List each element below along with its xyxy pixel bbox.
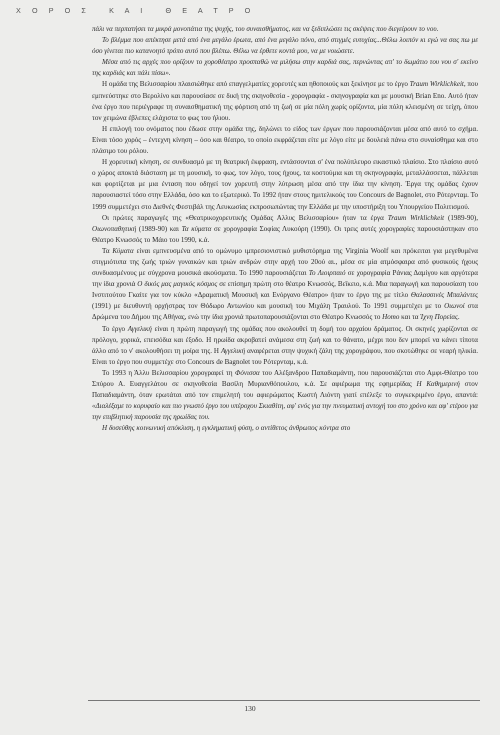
footer-rule — [88, 700, 480, 701]
text-run: (1989-90), — [444, 213, 478, 222]
paragraph — [92, 213, 478, 246]
text-run: στον Παπαδιαμάντη, όταν ερωτάται από τον επιμελητή του αφιερώματος Κωστή Λιόντη γιατί επέλεξε το συγκεκριμένο έργο, απαντά: — [92, 380, 478, 400]
text-run: του Αλέξανδρου Παπαδιαμάντη, που παρουσιάζεται στο Αμφι-Θέατρο του Σπύρου Α. Ευαγγελάτου σε σκηνοθεσία Βασίλη Μυριανθόπουλου, κ.ά. Σε αφιέρωμα της εφημερίδας — [92, 368, 479, 388]
italic-text: Μέσα από τις αρχές που ορίζουν το χοροθέατρο προσπαθώ να μιλήσω στην καρδιά σας, περνώντας απ' το δωμάτιο του νου σ' εκείνο της καρδιάς και πάλι πίσω». — [92, 58, 478, 78]
italic-text: Οιωνοπαθητική — [92, 224, 137, 233]
paragraph — [92, 79, 478, 123]
text-run: . — [457, 313, 460, 322]
text-run: σε χορογραφία Σοφίας Λυκούρη (1990). Οι τρεις αυτές χορογραφίες παρουσιάστηκαν στο Θέατρο Κνωσσός το Μάιο του 1990, κ.ά. — [92, 224, 478, 244]
italic-text: Τα κύματα — [181, 224, 212, 233]
text-run: Η επιλογή του ονόματος που έδωσε στην ομάδα της, δηλώνει το είδος των έργων που παρουσιάζονται μέσα από αυτό το σχήμα. Είναι τόσο χορός – έντεχνη κίνηση – όσο και θέατρο, το οποίο εκφράζεται είτε με λόγο είτε με δουλειά πάνω στο συναίσθημα και στο πλάσιμο του ρόλου. — [92, 124, 478, 156]
text-run: είναι η πρώτη παραγωγή της ομάδας που ακολουθεί τη δομή του αρχαίου δράματος. Οι σκηνές χωρίζονται σε πρόλογο, χορικά, επεισόδια και έξοδο. Η ηρωίδα ακροβατεί ανάμεσα στη ζωή και το θάνατο, μέχρι που δεν μπορεί να κάνει τίποτα άλλο από το ν' ακολουθήσει τη μοίρα της. Η — [92, 324, 478, 355]
paragraph — [92, 124, 478, 157]
article-body — [92, 24, 478, 434]
paragraph — [92, 368, 478, 423]
italic-text: Ο δικός μας μαγικός κόσμος — [137, 280, 218, 289]
text-run: αναφέρεται στην ψυχική ζάλη της χορογράφου, που σκοτώθηκε σε νεαρή ηλικία. Είναι το έργο που συμμετέχε στο Concours de Bagnolet του Ρότερνταμ, κ.ά. — [92, 346, 478, 366]
italic-text: Αγγελική — [220, 346, 246, 355]
paragraph — [92, 246, 478, 324]
page-number: 130 — [244, 704, 256, 713]
italic-text: πάλι να περπατήσει τα μικρά μονοπάτια της ψυχής, του συναισθήματος, και να ξεδιπλώσει τις σκέψεις που διεγείρουν το νου. — [92, 25, 439, 33]
paragraph — [92, 35, 478, 57]
italic-text: Traum Wirklichkeit — [387, 213, 445, 222]
italic-text: Homo — [382, 313, 400, 322]
text-run: Τα — [102, 246, 113, 255]
paragraph — [92, 24, 478, 35]
text-run: σε επίσημη πρώτη στο θέατρο Κνωσσός, Βεΐκειο, κ.ά. Μια παραγωγή και παρουσίαση του Ινστιτούτου Γκαίτε για τον κύκλο «Δραματική Μουσική και Ενόργανο Θέατρο» ήταν το έργο της με τίτλο — [92, 280, 478, 300]
text-run: Η χορευτική κίνηση, σε συνδυασμό με τη θεατρική έκφραση, εντάσσονται σ' ένα πολύπλευρο εικαστικό πλαίσιο. Στο πλαίσιο αυτό ο χώρος αποκτά διάσταση με τη μουσική, το φως, τον λόγο, τους ήχους, τα κοστούμια και τη σκηνογραφία, μεταλλάσσεται, πάλλεται και φορτίζεται με μια ένταση που οδηγεί τον χορευτή στην λύτρωση μέσα από την ίδια την κίνηση. Έργα της ομάδας έχουν παρουσιαστεί τόσο στην Ελλάδα, όσο και το εξωτερικό. Το 1992 ήταν στους ημιτελικούς του Concours de Bagnolet, στο Ρότερνταμ. Το 1999 συμμετέχει στο Διεθνές Φεστιβάλ της Λευκωσίας εκπροσωπώντας την Ελλάδα με την υποστήριξη του Υπουργείου Πολιτισμού. — [92, 158, 478, 211]
text-run: και τα — [399, 313, 421, 322]
paragraph — [92, 57, 478, 79]
paragraph — [92, 324, 478, 368]
text-run: Το 1993 η Άλλυ Βελισσαρίου χορογραφεί τη — [102, 368, 236, 377]
header-word: Χ Ο Ρ Ο Σ — [16, 6, 91, 15]
text-run: στα Δρώμενα του Δήμου της Αθήνας, ενώ την ίδια χρονιά πρωτοπαρουσιάζονται στο Θέατρο Κνωσσός το — [92, 302, 478, 322]
italic-text: Το βλέμμα που απέκτησε μετά από ένα μεγάλο έρωτα, από ένα μεγάλο πόνο, από στιγμές ευτυχίας...Θέλω λοιπόν κι εγώ να σας πω με όσο γίνεται πιο κατανοητό τρόπο αυτό που βλέπω. Θέλω να έρθετε κοντά μου, να με νοιώσετε. — [92, 36, 478, 56]
text-run: σε χορογραφία Ράνιας Δαμίγου και αργότερα την ίδια χρονιά — [92, 269, 479, 289]
text-run: είναι εμπνευσμένα από το ομώνυμο ιμπρεσιονιστικό μυθιστόρημα της Virginia Woolf και πρόκειται για μεγεθυμένα στιγμιότυπα της ζωής τριών γυναικών και τριών ανδρών στην αρχή του 20ού αι., μέσα σε μία ατμόσφαιρα από φυσικούς ήχους συνδυασμένους με σύγχρονα μουσικά ακούσματα. Το 1990 παρουσιάζεται — [92, 246, 478, 278]
text-run: Οι πρώτες παραγωγές της «Θεατρικοχορευτικής Ομάδας Αλλυς Βελισσαρίου» ήταν τα έργα — [102, 213, 388, 222]
italic-text: Traum Wirklichkeit — [409, 80, 464, 89]
italic-text: Ίχνη Πορείας — [420, 313, 458, 322]
text-run: Η ομάδα της Βελισσαρίου πλαισιώθηκε από επαγγελματίες χορευτές και ηθοποιούς και ξεκίνησε με το έργο — [102, 80, 410, 89]
header-word: Θ Ε Α Τ Ρ Ο — [165, 6, 255, 15]
header-word: Κ Α Ι — [109, 6, 147, 15]
italic-text: Φόνισσα — [235, 368, 260, 377]
running-header — [16, 6, 267, 15]
text-run: (1989-90) και — [136, 224, 182, 233]
italic-text: Οιωνοί — [444, 302, 465, 311]
italic-text: Η Καθημερινή — [416, 380, 460, 388]
text-run: Το έργο — [102, 324, 128, 333]
italic-text: «Διαλέξαμε το κορυφαίο και πιο γνωστό έργο του υπέροχου Σκιαθίτη, αφ' ενός για την πνευματική αντοχή του στο χρόνο και αφ' ετέρου για την επιβλητική παρουσία της ηρωίδας του. — [92, 402, 478, 422]
italic-text: Αγγελική — [127, 324, 152, 333]
italic-text: Θαλασσινές Μπαλάντες — [410, 291, 478, 300]
italic-text: Το Λιοιρπαιό — [308, 269, 346, 278]
text-run: , που εμπνεύστηκε στο Βερολίνο και παρουσίασε σε δική της σκηνοθεσία - χορογραφία - σκηνογραφία και με μουσική Brian Eno. Αυτό ήταν ένα έργο που περιέγραφε τη συναισθηματική της φόρτιση από τη ζωή σε μία πόλη χωρίς ορίζοντα, μία πόλη κλεισμένη σε τείχη, όπου τον χειμώνα έβλεπες ελάχιστα το φως του ήλιου. — [92, 80, 478, 122]
paragraph — [92, 157, 478, 212]
paragraph — [92, 423, 478, 434]
text-run: (1991) με διευθυντή ορχήστρας τον Θόδωρο Αντωνίου και μουσική του Μιχάλη Τραυλού. Το 1991 συμμετέχει με το — [92, 302, 445, 311]
italic-text: Η δυσεύθης κοινωνική απόκλιση, η εγκληματική φύση, ο αντίθετος άνθρωπος κόντρα στο — [102, 424, 351, 433]
italic-text: Κύματα — [112, 246, 134, 255]
